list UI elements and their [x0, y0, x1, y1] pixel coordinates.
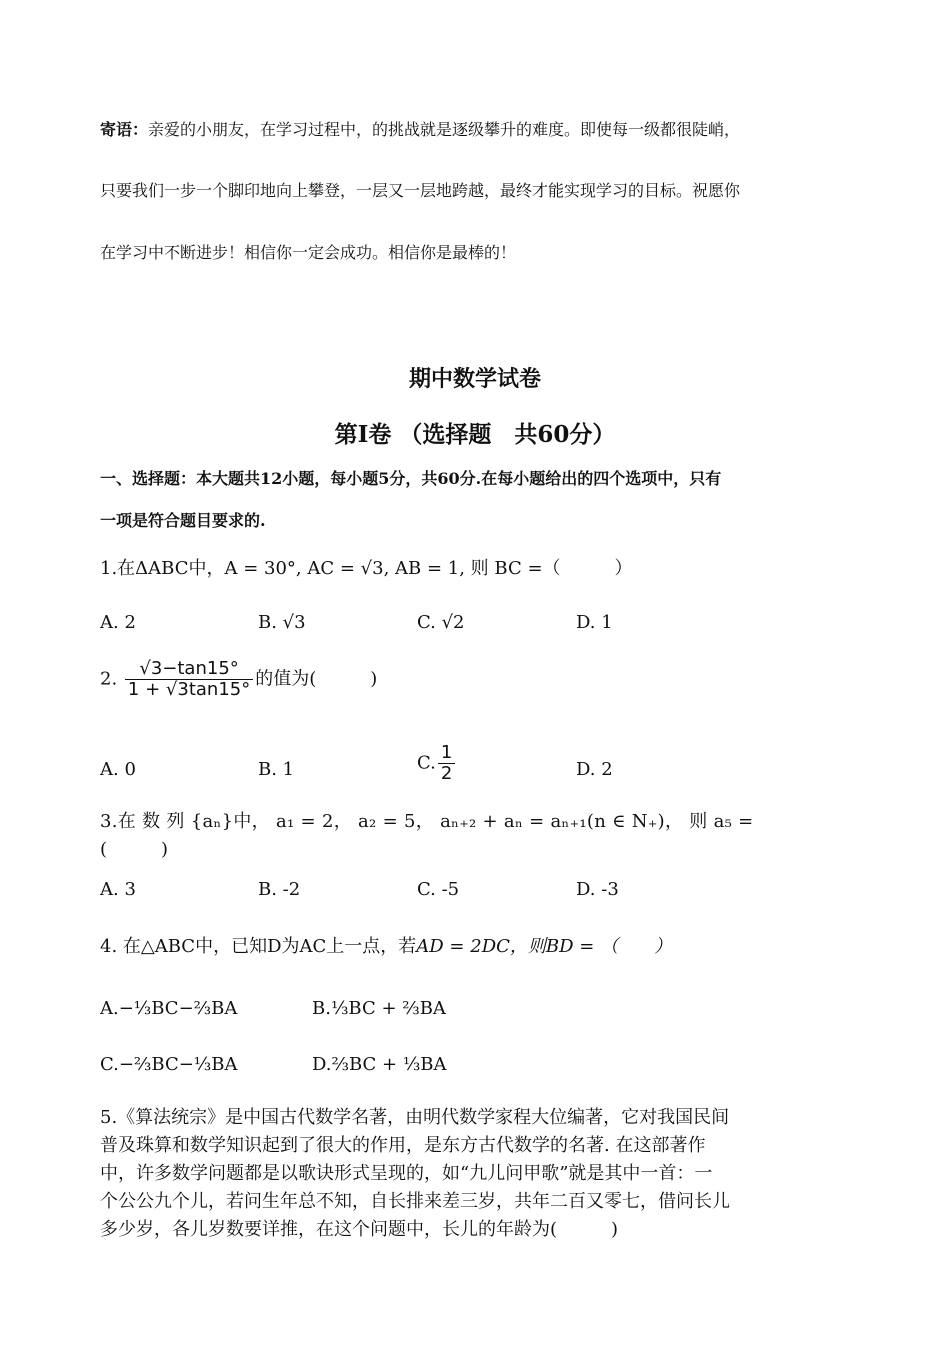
q2-stem — [100, 660, 377, 699]
q4-stem — [100, 932, 672, 958]
q5-line-1: 5.《算法统宗》是中国古代数学名著，由明代数学家程大位编著，它对我国民间 — [100, 1107, 730, 1128]
q2-option-a: A. 0 — [100, 759, 136, 780]
q3-option-c: C. -5 — [417, 879, 460, 900]
q1-stem: 1.在ΔABC中，A = 30°, AC = √3, AB = 1, 则 BC =（ ） — [100, 558, 633, 579]
q1-option-b: B. √3 — [258, 612, 306, 633]
message-line-2: 只要我们一步一个脚印地向上攀登，一层又一层地跨越，最终才能实现学习的目标。祝愿你 — [100, 181, 741, 200]
q3-option-d: D. -3 — [576, 879, 619, 900]
q1-option-a: A. 2 — [100, 612, 136, 633]
message-line-3: 在学习中不断进步！相信你一定会成功。相信你是最棒的！ — [100, 243, 517, 262]
q2-c-fraction: $\frac{1}{2}$ — [438, 744, 455, 783]
q3-stem-line-1: 3.在 数 列 {aₙ}中， a₁ = 2， a₂ = 5， aₙ₊₂ + aₙ = aₙ₊₁(n ∈ N₊)， 则 a₅ = — [100, 811, 754, 832]
q4-option-b: B.⅓BC + ⅔BA — [312, 998, 446, 1019]
q4-option-a: A.−⅓BC−⅔BA — [100, 998, 238, 1019]
exam-title: 期中数学试卷 — [408, 366, 541, 392]
q3-option-a: A. 3 — [100, 879, 136, 900]
q4-stem-vector: AD = 2DC，则BD = （ ） — [416, 936, 673, 957]
message-line-1: 寄语：亲爱的小朋友，在学习过程中，的挑战就是逐级攀升的难度。即使每一级都很陡峭， — [100, 120, 741, 139]
q4-option-d: D.⅔BC + ⅓BA — [312, 1054, 447, 1075]
instructions-line-2: 一项是符合题目要求的. — [100, 511, 266, 530]
q5-paragraph — [100, 1104, 852, 1244]
q2-fraction — [125, 660, 253, 699]
q2-denominator: 1 + √3tan15° — [127, 679, 251, 700]
q5-line-2: 普及珠算和数学知识起到了很大的作用，是东方古代数学的名著. 在这部著作 — [100, 1135, 706, 1156]
q2-numerator: √3−tan15° — [125, 660, 253, 680]
q3-option-b: B. -2 — [258, 879, 301, 900]
q5-line-5: 多少岁，各儿岁数要详推，在这个问题中，长儿的年龄为( ) — [100, 1219, 619, 1240]
q1-option-c: C. √2 — [417, 612, 465, 633]
q3-stem-line-2: ( ) — [100, 839, 169, 860]
q2-number: 2. — [100, 668, 118, 690]
q4-option-c: C.−⅔BC−⅓BA — [100, 1054, 238, 1075]
q1-option-d: D. 1 — [576, 612, 613, 633]
q5-line-3: 中，许多数学问题都是以歌诀形式呈现的，如“九儿问甲歌”就是其中一首：一 — [100, 1163, 713, 1184]
instructions-line-1: 一、选择题：本大题共12小题，每小题5分，共60分.在每小题给出的四个选项中，只有 — [100, 469, 722, 488]
section-title: 第Ⅰ卷 （选择题 共60分） — [334, 421, 616, 448]
q2-option-d: D. 2 — [576, 759, 613, 780]
q4-stem-prefix: 4. 在△ABC中，已知D为AC上一点，若 — [100, 936, 417, 957]
q2-option-b: B. 1 — [258, 759, 295, 780]
message-label: 寄语： — [100, 120, 149, 139]
q5-line-4: 个公公九个儿，若问生年总不知，自长排来差三岁，共年二百又零七，借问长儿 — [100, 1191, 730, 1212]
q2-option-c: C. $\frac{1}{2}$ — [417, 744, 457, 783]
q2-tail: 的值为( ) — [255, 668, 378, 690]
